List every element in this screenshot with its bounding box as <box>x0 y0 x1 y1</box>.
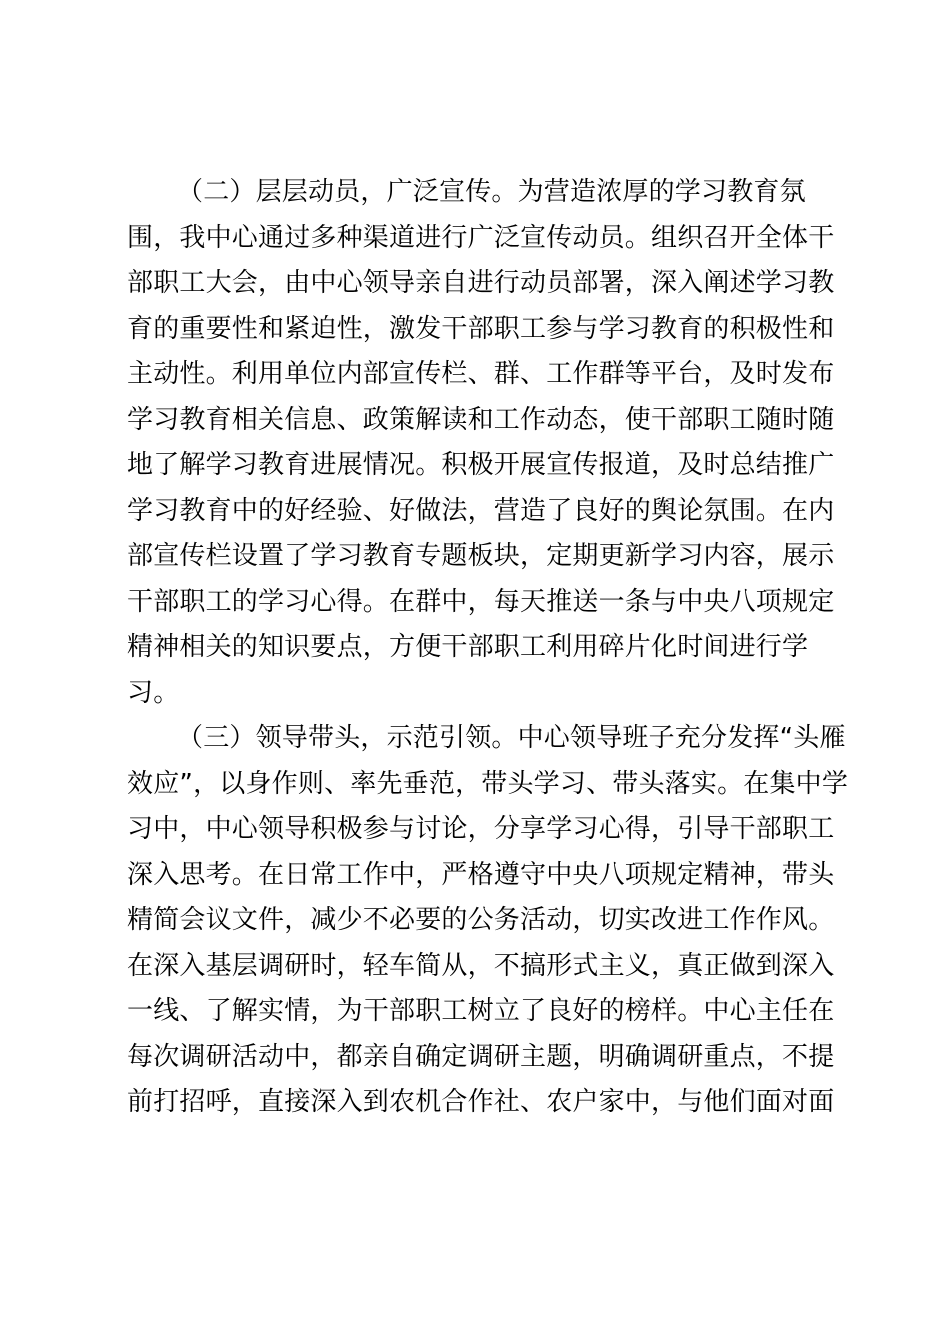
text-line: 一线、了解实情，为干部职工树立了良好的榜样。中心主任在 <box>127 996 835 1026</box>
text-line: 深入思考。在日常工作中，严格遵守中央八项规定精神，带头 <box>127 859 835 890</box>
text-line: 学习教育相关信息、政策解读和工作动态，使干部职工随时随 <box>127 404 835 435</box>
text-line: 精神相关的知识要点，方便干部职工利用碎片化时间进行学 <box>127 632 809 662</box>
text-line: 学习教育中的好经验、好做法，营造了良好的舆论氛围。在内 <box>127 495 835 526</box>
text-line: 精简会议文件，减少不必要的公务活动，切实改进工作作风。 <box>127 905 835 935</box>
paragraph-leadership <box>127 716 849 1126</box>
document-body <box>127 170 849 1126</box>
text-line: 前打招呼，直接深入到农机合作社、农户家中，与他们面对面 <box>127 1087 835 1117</box>
text-line: 地了解学习教育进展情况。积极开展宣传报道，及时总结推广 <box>127 450 835 480</box>
text-line: 干部职工的学习心得。在群中，每天推送一条与中央八项规定 <box>127 586 835 617</box>
text-line: （二）层层动员，广泛宣传。为营造浓厚的学习教育氛 <box>177 177 806 207</box>
text-line: （三）领导带头，示范引领。中心领导班子充分发挥“头雁 <box>177 723 846 753</box>
text-line: 在深入基层调研时，轻车简从，不搞形式主义，真正做到深入 <box>127 950 835 981</box>
text-line: 围，我中心通过多种渠道进行广泛宣传动员。组织召开全体干 <box>127 222 835 253</box>
paragraph-propaganda <box>127 170 835 716</box>
text-line: 部职工大会，由中心领导亲自进行动员部署，深入阐述学习教 <box>127 268 835 298</box>
text-line: 部宣传栏设置了学习教育专题板块，定期更新学习内容，展示 <box>127 541 835 571</box>
text-line: 习。 <box>127 677 180 708</box>
text-line: 每次调研活动中，都亲自确定调研主题，明确调研重点，不提 <box>127 1041 835 1072</box>
text-line: 主动性。利用单位内部宣传栏、群、工作群等平台，及时发布 <box>127 359 835 389</box>
text-line: 习中，中心领导积极参与讨论，分享学习心得，引导干部职工 <box>127 814 835 844</box>
text-line: 育的重要性和紧迫性，激发干部职工参与学习教育的积极性和 <box>127 313 835 344</box>
text-line: 效应”，以身作则、率先垂范，带头学习、带头落实。在集中学 <box>127 768 849 799</box>
